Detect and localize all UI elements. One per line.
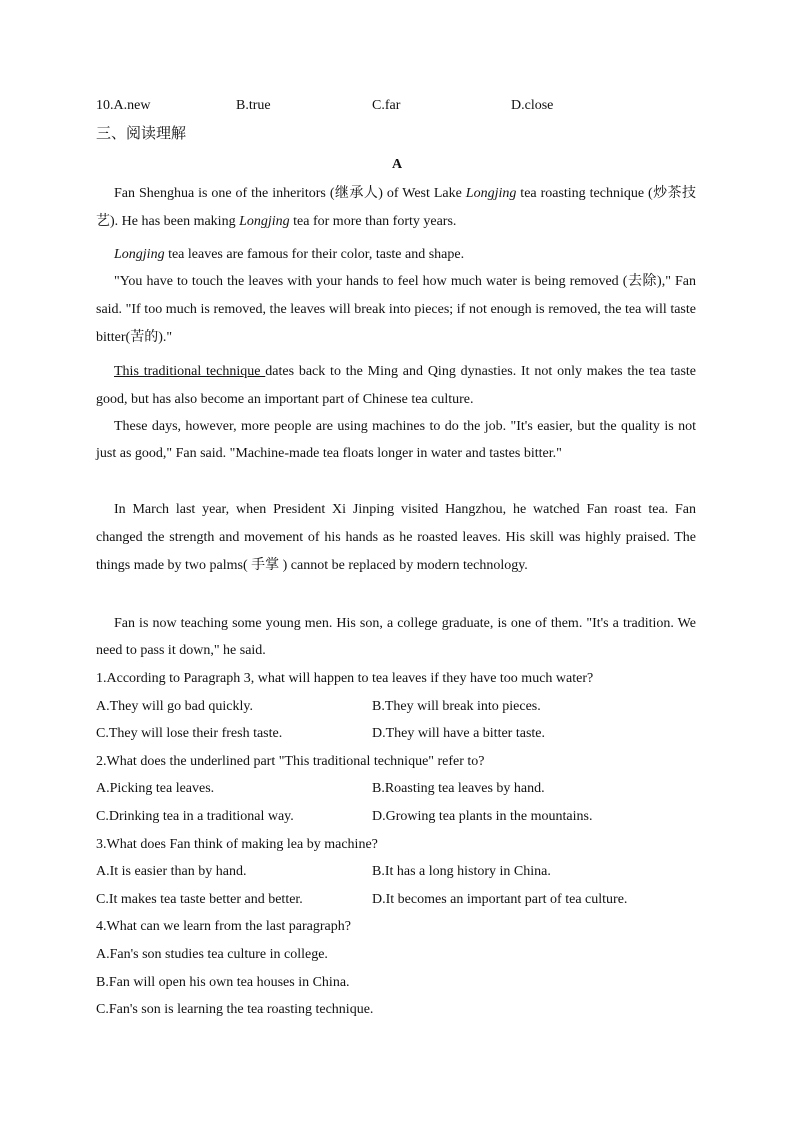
q3-option-c: C.It makes tea taste better and better. xyxy=(96,892,303,907)
q10-option-a-text: A.new xyxy=(113,98,151,113)
q4-option-b: B.Fan will open his own tea houses in China. xyxy=(96,975,350,990)
question-3-stem: 3.What does Fan think of making lea by machine? xyxy=(96,837,378,852)
q1-option-d: D.They will have a bitter taste. xyxy=(372,726,545,741)
q2-option-b: B.Roasting tea leaves by hand. xyxy=(372,781,545,796)
question-1-stem: 1.According to Paragraph 3, what will happen to tea leaves if they have too much water? xyxy=(96,671,594,686)
q3-option-d: D.It becomes an important part of tea culture. xyxy=(372,892,628,907)
passage-paragraph-7: Fan is now teaching some young men. His son, a college graduate, is one of them. "It's a tradition. We need to pass it down," he said. xyxy=(96,616,696,658)
question-4-stem: 4.What can we learn from the last paragraph? xyxy=(96,919,351,934)
q1-option-c: C.They will lose their fresh taste. xyxy=(96,726,283,741)
section-title: 三、阅读理解 xyxy=(96,126,187,142)
q2-option-c: C.Drinking tea in a traditional way. xyxy=(96,809,294,824)
underlined-phrase: This traditional technique xyxy=(114,364,266,379)
passage-paragraph-2 xyxy=(96,241,696,269)
q2-option-d: D.Growing tea plants in the mountains. xyxy=(372,809,593,824)
q1-option-b: B.They will break into pieces. xyxy=(372,699,541,714)
q10-option-b: B.true xyxy=(236,98,271,113)
p1-italic-longjing: Longjing xyxy=(465,186,517,201)
p1-text-e: tea for more than forty years. xyxy=(289,214,457,229)
passage-paragraph-4 xyxy=(96,358,696,414)
q2-option-a: A.Picking tea leaves. xyxy=(96,781,215,796)
q10-option-c: C.far xyxy=(372,98,401,113)
question-2-stem: 2.What does the underlined part "This traditional technique" refer to? xyxy=(96,754,485,769)
q1-option-a: A.They will go bad quickly. xyxy=(96,699,253,714)
p4-text: dates back to the Ming and Qing dynasties. It not only makes the tea taste good, but has also become an important part of Chinese tea culture. xyxy=(96,364,697,407)
q3-option-a: A.It is easier than by hand. xyxy=(96,864,247,879)
passage-paragraph-1 xyxy=(96,180,696,236)
p2-text: tea leaves are famous for their color, taste and shape. xyxy=(164,247,465,262)
q10-number: 10. xyxy=(96,98,114,113)
q3-option-b: B.It has a long history in China. xyxy=(372,864,551,879)
p2-italic-longjing: Longjing xyxy=(114,247,165,262)
q10-option-d: D.close xyxy=(511,98,554,113)
passage-paragraph-6: In March last year, when President Xi Jinping visited Hangzhou, he watched Fan roast tea. Fan changed the strength and movement of his hands as he roasted leaves. His skill was highly praised. The things made by two palms( 手掌 ) cannot be replaced by modern technology. xyxy=(96,502,696,573)
q4-option-a: A.Fan's son studies tea culture in college. xyxy=(96,947,328,962)
passage-paragraph-3: "You have to touch the leaves with your hands to feel how much water is being removed (去除)," Fan said. "If too much is removed, the leaves will break into pieces; if not enough is removed, the tea will taste bitter(苦的)." xyxy=(96,274,696,345)
p1-italic-longjing-2: Longjing xyxy=(239,214,290,229)
passage-label: A xyxy=(391,157,403,172)
p1-text-a: Fan Shenghua is one of the inheritors (继承人) of West Lake xyxy=(114,186,466,201)
q10-option-a xyxy=(96,96,150,116)
p1-text-c: tea roasting technique (炒茶技艺). He has been making xyxy=(96,186,697,229)
passage-paragraph-5: These days, however, more people are using machines to do the job. "It's easier, but the quality is not just as good," Fan said. "Machine-made tea floats longer in water and tastes bitter." xyxy=(96,419,696,461)
q4-option-c: C.Fan's son is learning the tea roasting technique. xyxy=(96,1002,374,1017)
